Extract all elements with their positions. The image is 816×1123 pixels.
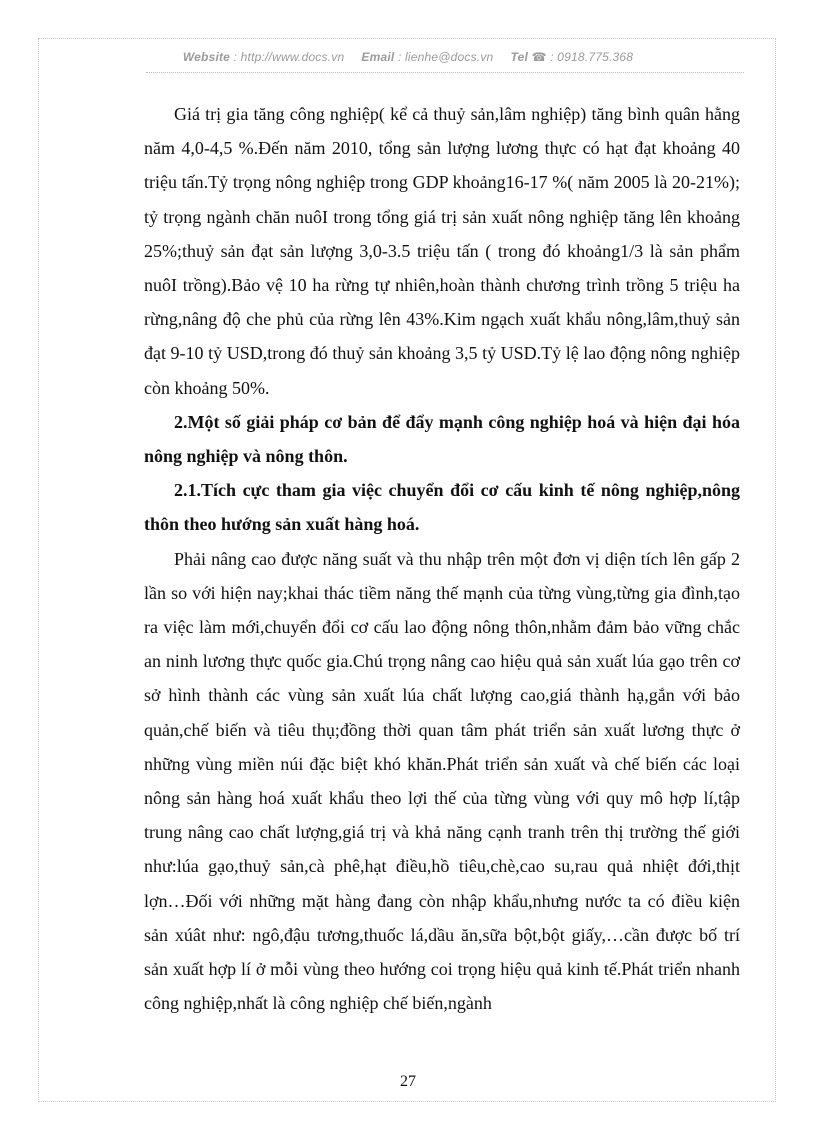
email-label: Email	[361, 50, 395, 64]
header-divider	[146, 72, 744, 73]
website-url[interactable]: : http://www.docs.vn	[233, 50, 345, 64]
body-paragraph: Phải nâng cao được năng suất và thu nhập trên một đơn vị diện tích lên gấp 2 lần so với hiện nay;khai thác tiềm năng thế mạnh của từng vùng,từng gia đình,tạo ra việc làm mới,chuyển đổi cơ cấu lao động nông thôn,nhằm đảm bảo vững chắc an ninh lương thực quốc gia.Chú trọng nâng cao hiệu quả sản xuất lúa gạo trên cơ sở hình thành các vùng sản xuất lúa chất lượng cao,giá thành hạ,gắn với bảo quản,chế biến và tiêu thụ;đồng thời quan tâm phát triển sản xuất lương thực ở những vùng miền núi đặc biệt khó khăn.Phát triển sản xuất và chế biến các loại nông sản hàng hoá xuất khẩu theo lợi thế của từng vùng với quy mô hợp lí,tập trung nâng cao chất lượng,giá trị và khả năng cạnh tranh trên thị trường thế giới như:lúa gạo,thuỷ sản,cà phê,hạt điều,hồ tiêu,chè,cao su,rau quả nhiệt đới,thịt lợn…Đối với những mặt hàng đang còn nhập khẩu,nhưng nước ta có điều kiện sản xúât như: ngô,đậu tương,thuốc lá,dầu ăn,sữa bột,bột giấy,…cần được bố trí sản xuất hợp lí ở mỗi vùng theo hướng coi trọng hiệu quả kinh tế.Phát triển nhanh công nghiệp,nhất là công nghiệp chế biến,ngành	[144, 548, 740, 1014]
tel-label: Tel	[510, 50, 529, 64]
website-label: Website	[182, 50, 231, 64]
email-address[interactable]: : lienhe@docs.vn	[397, 50, 494, 64]
body-paragraph: Giá trị gia tăng công nghiệp( kể cả thuỷ sản,lâm nghiệp) tăng bình quân hằng năm 4,0-4,5 %.Đến năm 2010, tổng sản lượng lương thực có hạt đạt khoảng 40 triệu tấn.Tỷ trọng nông nghiệp trong GDP khoảng16-17 %( năm 2005 là 20-21%); tỷ trọng ngành chăn nuôI trong tổng giá trị sản xuất nông nghiệp tăng lên khoảng 25%;thuỷ sản đạt sản lượng 3,0-3.5 triệu tấn ( trong đó khoảng1/3 là sản phẩm nuôI trồng).Bảo vệ 10 ha rừng tự nhiên,hoàn thành chương trình trồng 5 triệu ha rừng,nâng độ che phủ của rừng lên 43%.Kim ngạch xuất khẩu nông,lâm,thuỷ sản đạt 9-10 tỷ USD,trong đó thuỷ sản khoảng 3,5 tỷ USD.Tỷ lệ lao động nông nghiệp còn khoảng 50%.	[144, 104, 740, 398]
section-heading: 2.Một số giải pháp cơ bản để đẩy mạnh công nghiệp hoá và hiện đại hóa nông nghiệp và nông thôn.	[144, 411, 740, 467]
tel-number: ☎ : 0918.775.368	[531, 50, 634, 64]
page-number: 27	[400, 1073, 416, 1090]
subsection-heading: 2.1.Tích cực tham gia việc chuyển đổi cơ cấu kinh tế nông nghiệp,nông thôn theo hướng sản xuất hàng hoá.	[144, 480, 740, 535]
document-body	[144, 97, 740, 1020]
page-header	[0, 50, 816, 64]
